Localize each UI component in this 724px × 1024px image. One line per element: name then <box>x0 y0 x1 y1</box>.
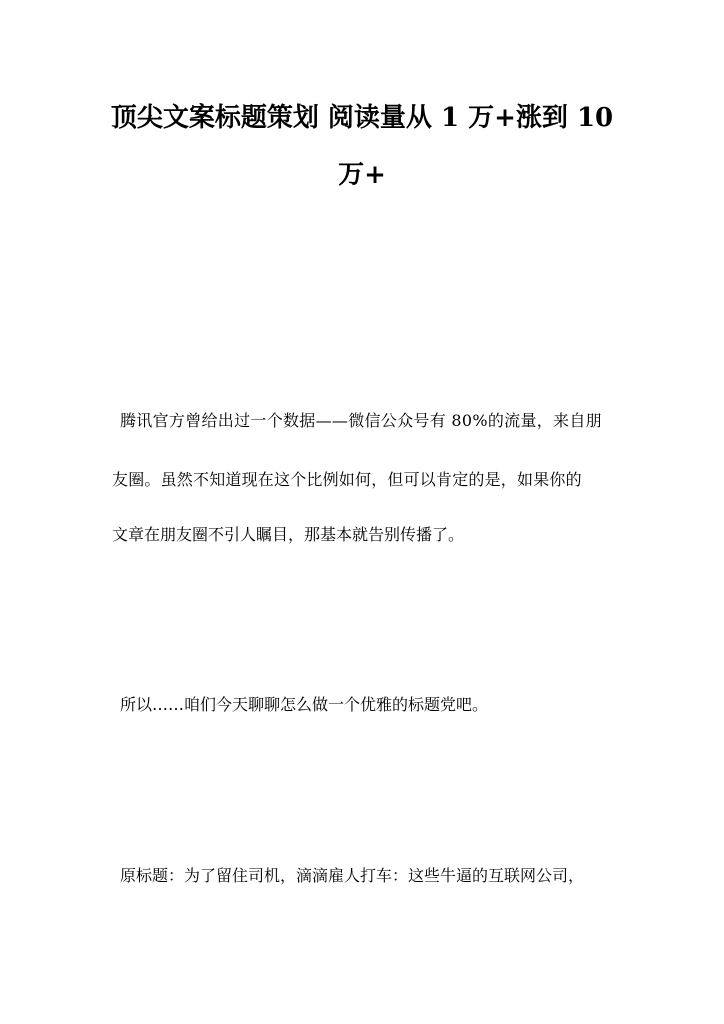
paragraph-line-1: 腾讯官方曾给出过一个数据——微信公众号有 80%的流量，来自朋 <box>120 411 602 430</box>
paragraph-line-5: 原标题：为了留住司机，滴滴雇人打车：这些牛逼的互联网公司， <box>120 866 585 885</box>
paragraph-line-4: 所以……咱们今天聊聊怎么做一个优雅的标题党吧。 <box>120 695 489 714</box>
paragraph-line-3: 文章在朋友圈不引人瞩目，那基本就告别传播了。 <box>112 525 465 544</box>
document-title-line-2: 万+ <box>338 160 386 190</box>
document-title-line-1: 顶尖文案标题策划 阅读量从 1 万+涨到 10 <box>110 103 614 133</box>
paragraph-line-2: 友圈。虽然不知道现在这个比例如何，但可以肯定的是，如果你的 <box>112 470 582 489</box>
